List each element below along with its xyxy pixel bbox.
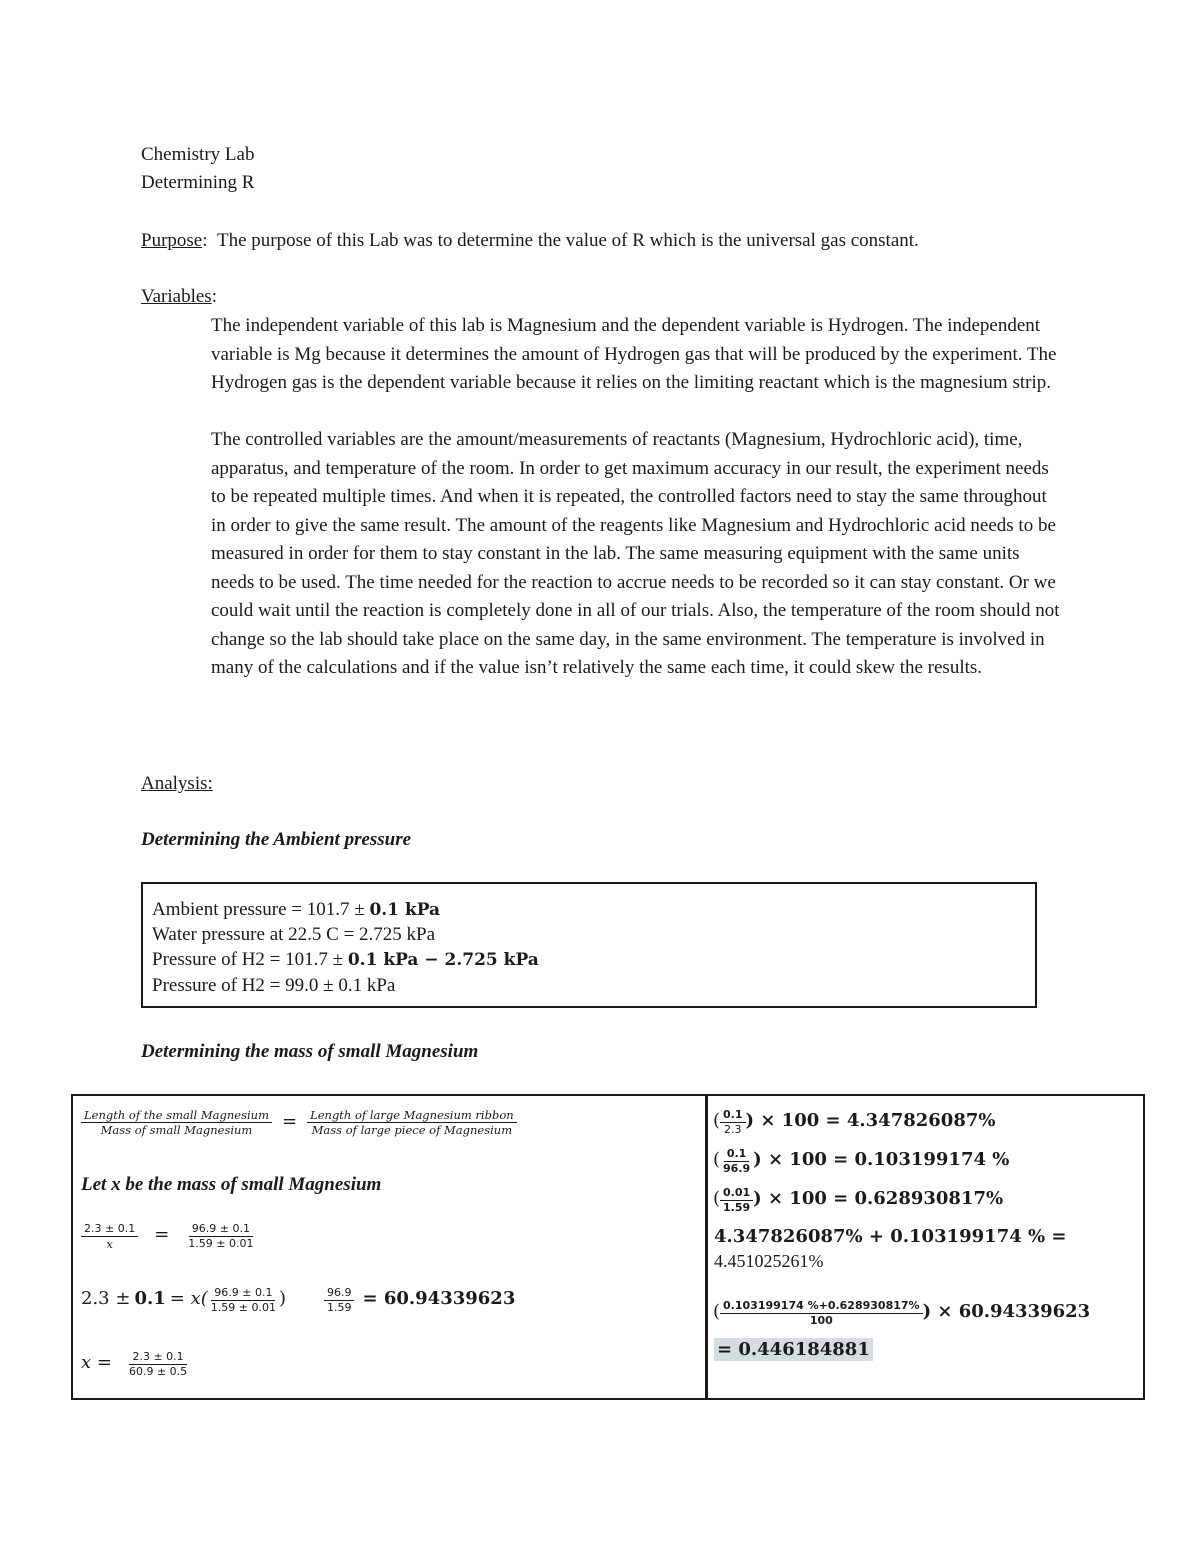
ambient-row-4: Pressure of H2 = 99.0 ± 0.1 kPa [152, 975, 396, 996]
variables-paragraph-2: The controlled variables are the amount/measurements of reactants (Magnesium, Hydrochloric acid), time, apparatus, and temperature of the room. In order to get maximum accuracy in our result, the experiment needs to be repeated multiple times. And when it is repeated, the controlled factors need to stay the same throughout in order to give the same result. The amount of the reagents like Magnesium and Hydrochloric acid needs to be measured in order for them to stay constant in the lab. The same measuring equipment with the same units needs to be used. The time needed for the reaction to accrue needs to be recorded so it can stay constant. Or we could wait until the reaction is completely done in all of our trials. Also, the temperature of the room should not change so the lab should take place on the same day, in the same environment. The temperature is involved in many of the calculations and if the value isn’t relatively the same each time, it could skew the results. [211, 429, 1060, 678]
error-row-1: ( $\frac{0.1}{2.3}$ ) × 100 = 4.347826087% [713, 1108, 996, 1136]
h2-text: Pressure of H2 = 101.7 ± [152, 949, 348, 970]
ambient-pressure-box [141, 882, 1037, 1008]
section-title-mass: Determining the mass of small Magnesium [141, 1041, 479, 1062]
equation-4: x = $\frac{2.3 \pm 0.1}{60.9 \pm 0.5}$ [81, 1350, 188, 1378]
section-title-ambient: Determining the Ambient pressure [141, 829, 412, 850]
fraction-small: $\frac{\text{Length of the small Magnesium}}{\text{Mass of small Magnesium}}$ [81, 1108, 272, 1138]
error-row-6: ( $\frac{0.103199174 \%+0.628930817\%}{100}$ ) × 60.94339623 [713, 1299, 1091, 1327]
ambient-math: 0.1 kPa [369, 900, 441, 920]
ambient-text: Ambient pressure = 101.7 ± [152, 899, 370, 920]
variables-paragraph-1: The independent variable of this lab is Magnesium and the dependent variable is Hydrogen. The independent variable is Mg because it determines the amount of Hydrogen gas that will be produced by the experiment. The Hydrogen gas is the dependent variable because it relies on the limiting reactant which is the magnesium strip. [211, 315, 1057, 393]
purpose-colon: : [202, 230, 208, 251]
variables-colon: : [211, 286, 217, 307]
error-sum-result: 4.451025261% [714, 1251, 824, 1271]
title-line-2: Determining R [141, 172, 255, 193]
error-row-2: ( $\frac{0.1}{96.9}$ ) × 100 = 0.103199174 % [713, 1147, 1010, 1175]
mass-calculation-table [71, 1094, 1145, 1400]
title-line-1: Chemistry Lab [141, 144, 255, 165]
purpose-label: Purpose [141, 230, 203, 251]
purpose-text: The purpose of this Lab was to determine the value of R which is the universal gas constant. [217, 230, 919, 251]
error-row-3: ( $\frac{0.01}{1.59}$ ) × 100 = 0.628930817% [713, 1186, 1004, 1214]
analysis-label: Analysis: [141, 773, 213, 794]
let-x-statement: Let x be the mass of small Magnesium [81, 1174, 382, 1195]
variables-heading [141, 285, 217, 309]
final-uncertainty [714, 1339, 873, 1360]
ambient-row-1 [152, 898, 440, 922]
ambient-row-2: Water pressure at 22.5 C = 2.725 kPa [152, 924, 436, 945]
h2-math: 0.1 kPa − 2.725 kPa [347, 950, 539, 970]
equation-2: $\frac{2.3 \pm 0.1}{x}$ = $\frac{96.9 \pm 0.1}{1.59 \pm 0.01}$ [81, 1222, 257, 1251]
ambient-row-3 [152, 948, 539, 972]
variables-label: Variables [141, 286, 212, 307]
fraction-large: $\frac{\text{Length of large Magnesium ribbon}}{\text{Mass of large piece of Magnesium}}$ [307, 1108, 517, 1138]
equation-3: 2.3 ± 0.1 = x( $\frac{96.9 \pm 0.1}{1.59 \pm 0.01}$ ) $\frac{96.9}{1.59}$ = 60.94339623 [81, 1286, 516, 1314]
table-divider [705, 1096, 708, 1398]
highlighted-result: = 0.446184881 [714, 1338, 873, 1361]
ratio-equation: $\frac{\text{Length of the small Magnesium}}{\text{Mass of small Magnesium}}$ = $\frac{\text{Length of large Magnesium ribbon}}{\text{Mass of large piece of Magnesium}}$ [81, 1108, 517, 1138]
error-sum-line: 4.347826087% + 0.103199174 % = [714, 1226, 1067, 1247]
purpose-line [141, 229, 919, 253]
